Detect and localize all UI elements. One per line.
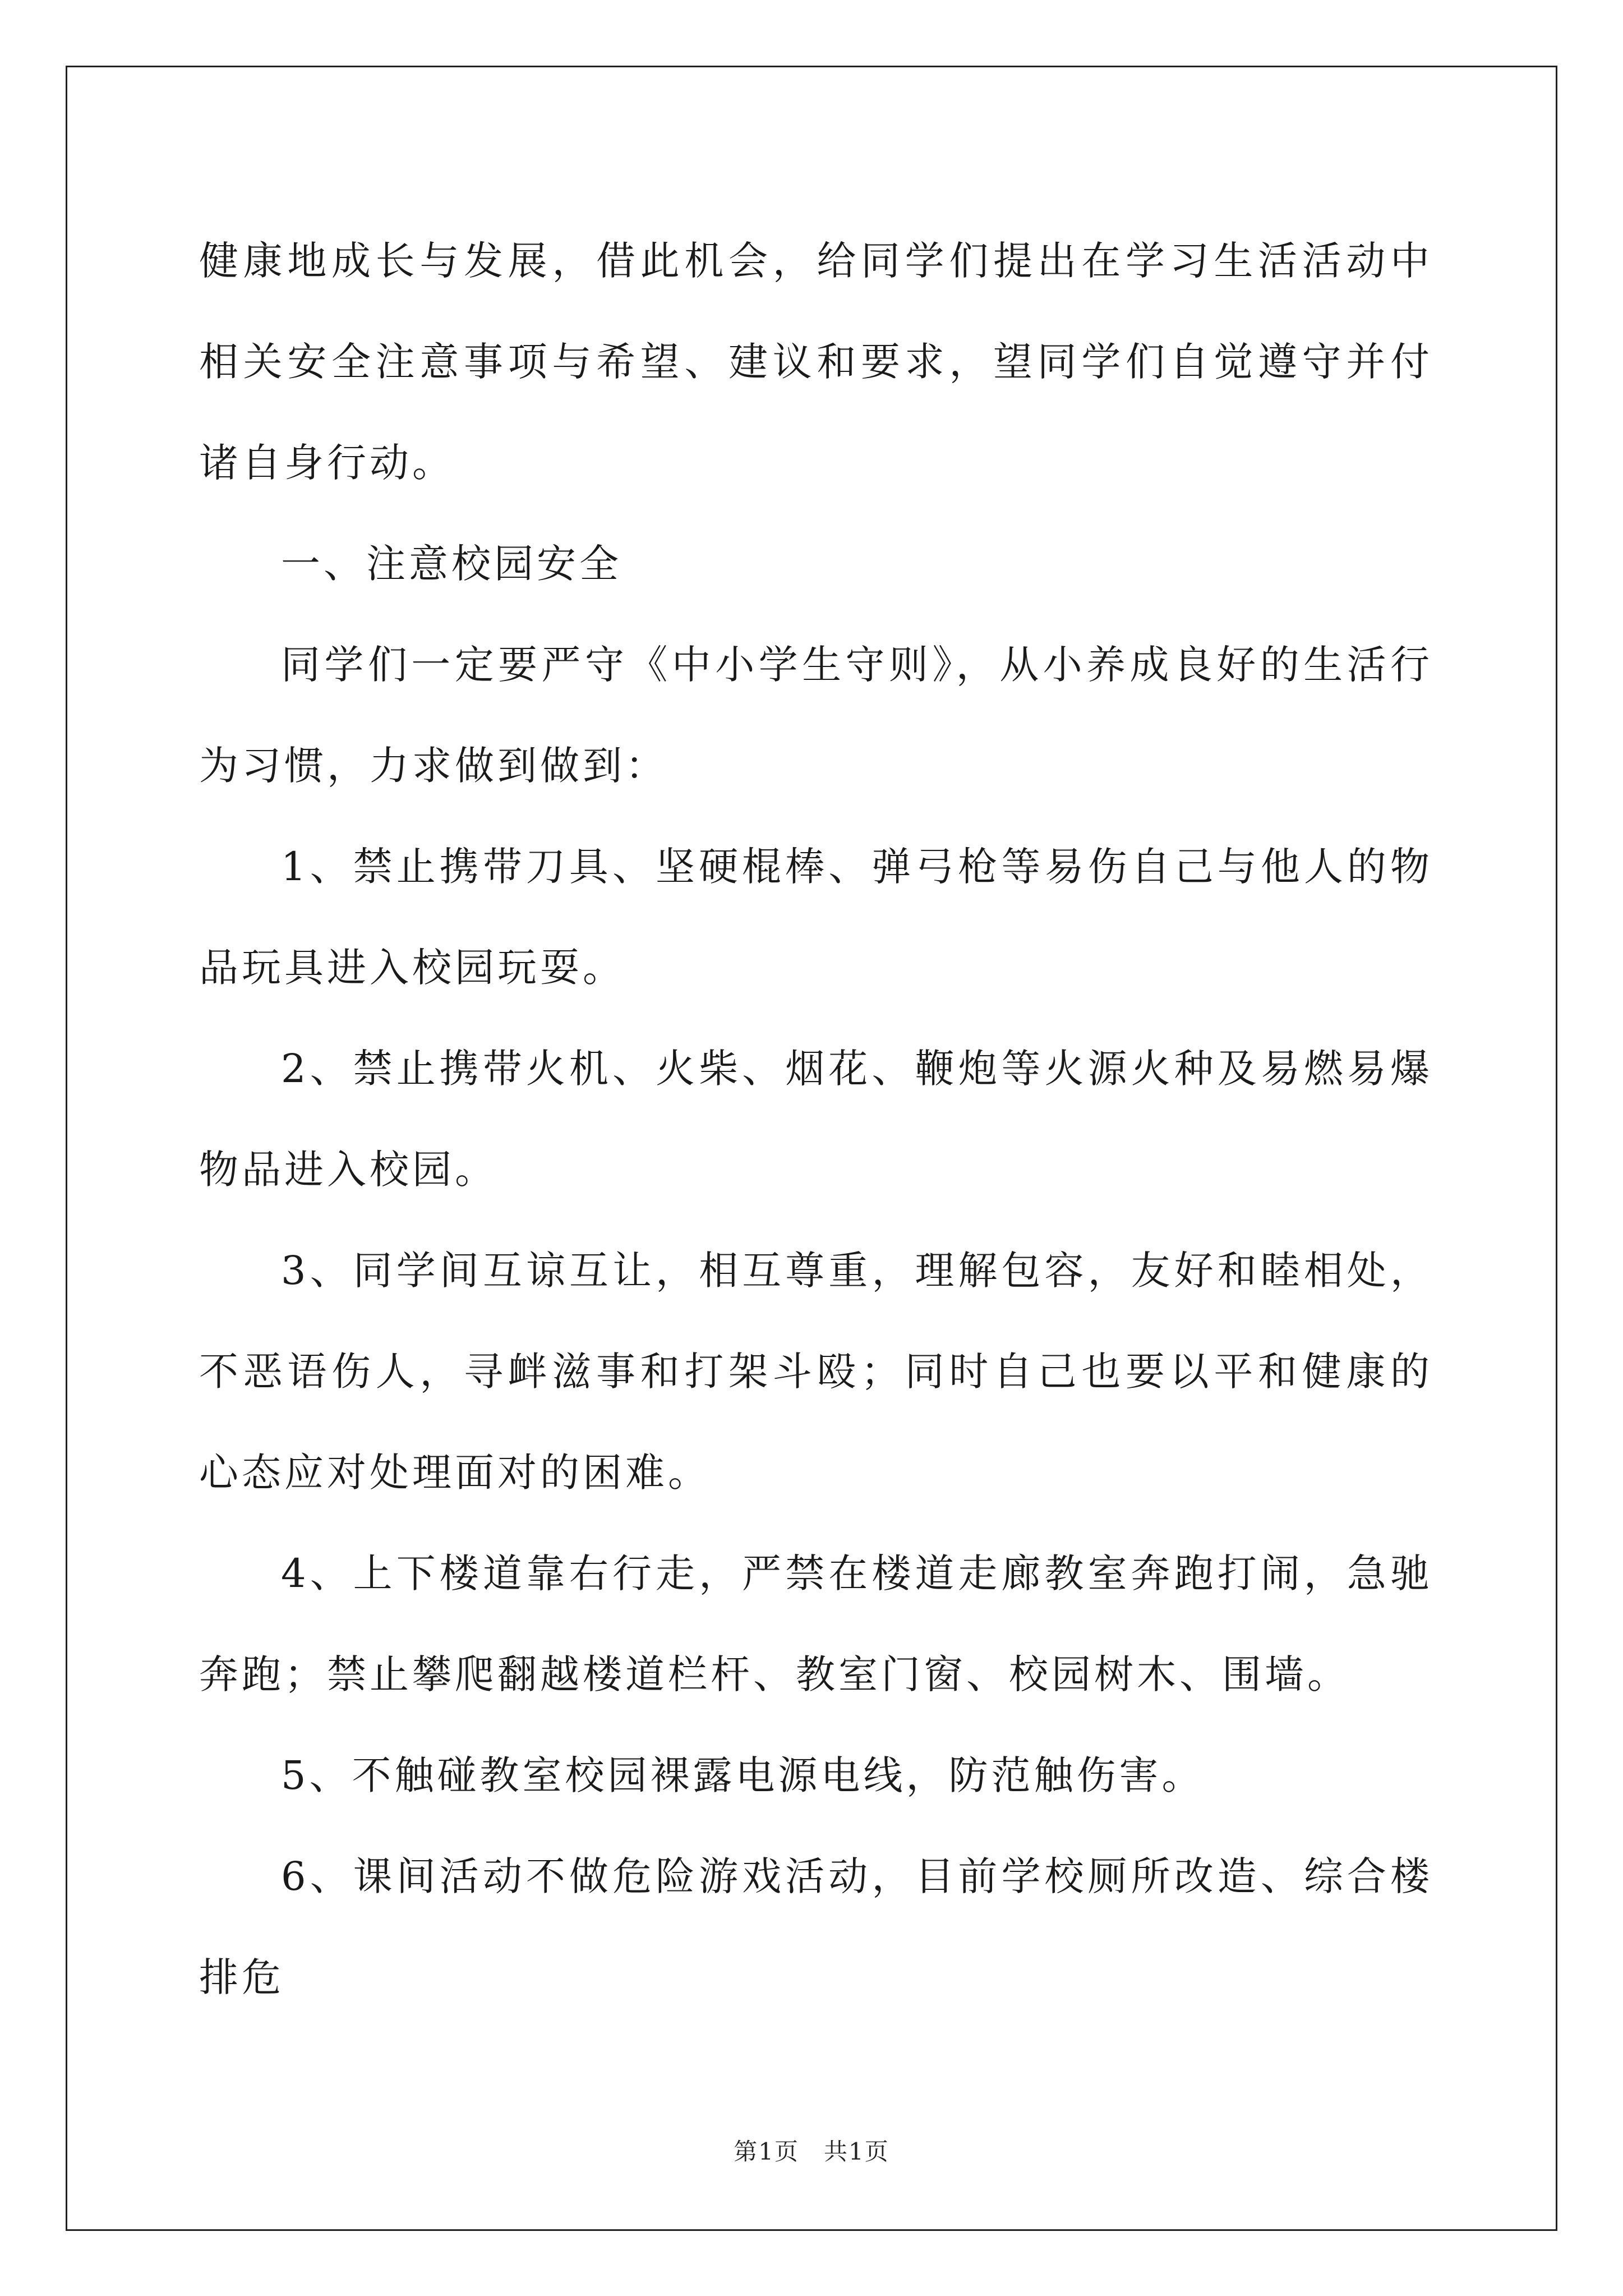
rule-item-2: 2、禁止携带火机、火柴、烟花、鞭炮等火源火种及易燃易爆物品进入校园。 [199, 1046, 1433, 1193]
rule-item-6: 6、课间活动不做危险游戏活动，目前学校厕所改造、综合楼排危 [199, 1853, 1433, 2000]
rule-item-4: 4、上下楼道靠右行走，严禁在楼道走廊教室奔跑打闹，急驰奔跑；禁止攀爬翻越楼道栏杆、教室门窗、校园树木、围墙。 [199, 1550, 1433, 1697]
document-body [199, 210, 1433, 2028]
paragraph-rules-intro: 同学们一定要严守《中小学生守则》，从小养成良好的生活行为习惯，力求做到做到： [199, 642, 1433, 789]
rule-item-5: 5、不触碰教室校园裸露电源电线，防范触伤害。 [281, 1752, 1205, 1798]
section-heading-campus-safety: 一、注意校园安全 [281, 541, 622, 587]
page-footer: 第1页 共1页 [734, 2138, 889, 2165]
rule-item-3: 3、同学间互谅互让，相互尊重，理解包容，友好和睦相处，不恶语伤人，寻衅滋事和打架斗殴；同时自己也要以平和健康的心态应对处理面对的困难。 [199, 1248, 1433, 1496]
paragraph-intro: 健康地成长与发展，借此机会，给同学们提出在学习生活活动中相关安全注意事项与希望、建议和要求，望同学们自觉遵守并付诸自身行动。 [199, 238, 1433, 486]
rule-item-1: 1、禁止携带刀具、坚硬棍棒、弹弓枪等易伤自己与他人的物品玩具进入校园玩耍。 [199, 844, 1433, 991]
